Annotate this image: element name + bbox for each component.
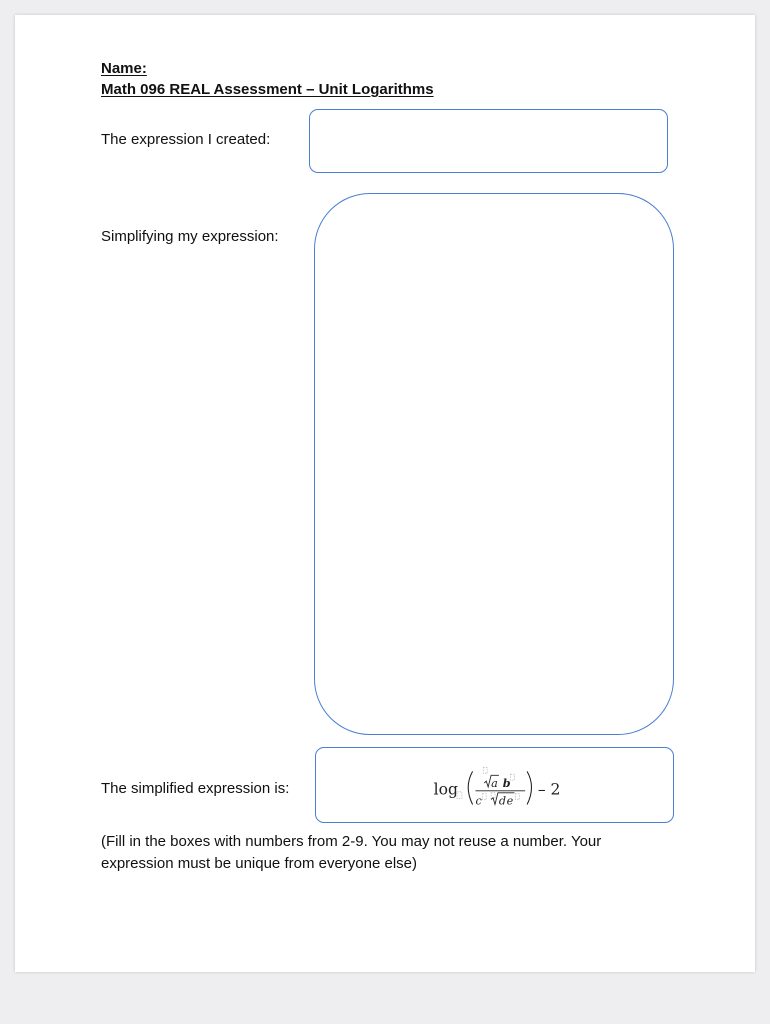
numerator-exponent-placeholder[interactable] bbox=[511, 774, 515, 780]
denominator-variable-e: e bbox=[506, 794, 514, 808]
log-expression bbox=[316, 748, 673, 822]
simplified-expression-label: The simplified expression is: bbox=[101, 780, 290, 797]
left-paren bbox=[468, 771, 472, 804]
created-expression-label: The expression I created: bbox=[101, 131, 271, 148]
denominator-exponent-placeholder[interactable] bbox=[482, 794, 486, 800]
log-function: log bbox=[433, 780, 458, 799]
numerator-radicand: a bbox=[491, 776, 498, 790]
right-paren bbox=[527, 771, 531, 804]
numerator-variable: b bbox=[502, 775, 511, 790]
document-title: Math 096 REAL Assessment – Unit Logarithms bbox=[101, 81, 434, 98]
minus-two-term: – 2 bbox=[537, 780, 561, 799]
name-label: Name: bbox=[101, 60, 147, 77]
denominator-e-exponent-placeholder[interactable] bbox=[515, 794, 519, 800]
denominator-radicand: d bbox=[498, 794, 507, 808]
created-expression-box[interactable] bbox=[309, 109, 668, 173]
instructions-text: (Fill in the boxes with numbers from 2-9. You may not reuse a number. Your expression must be unique from everyone else) bbox=[101, 833, 602, 872]
denominator-variable-c: c bbox=[475, 794, 482, 808]
document-page bbox=[15, 15, 755, 972]
simplifying-label: Simplifying my expression: bbox=[101, 228, 279, 245]
simplified-expression-box bbox=[315, 747, 674, 823]
numerator-root-index-placeholder[interactable] bbox=[483, 767, 487, 773]
simplifying-work-box[interactable] bbox=[314, 193, 674, 735]
